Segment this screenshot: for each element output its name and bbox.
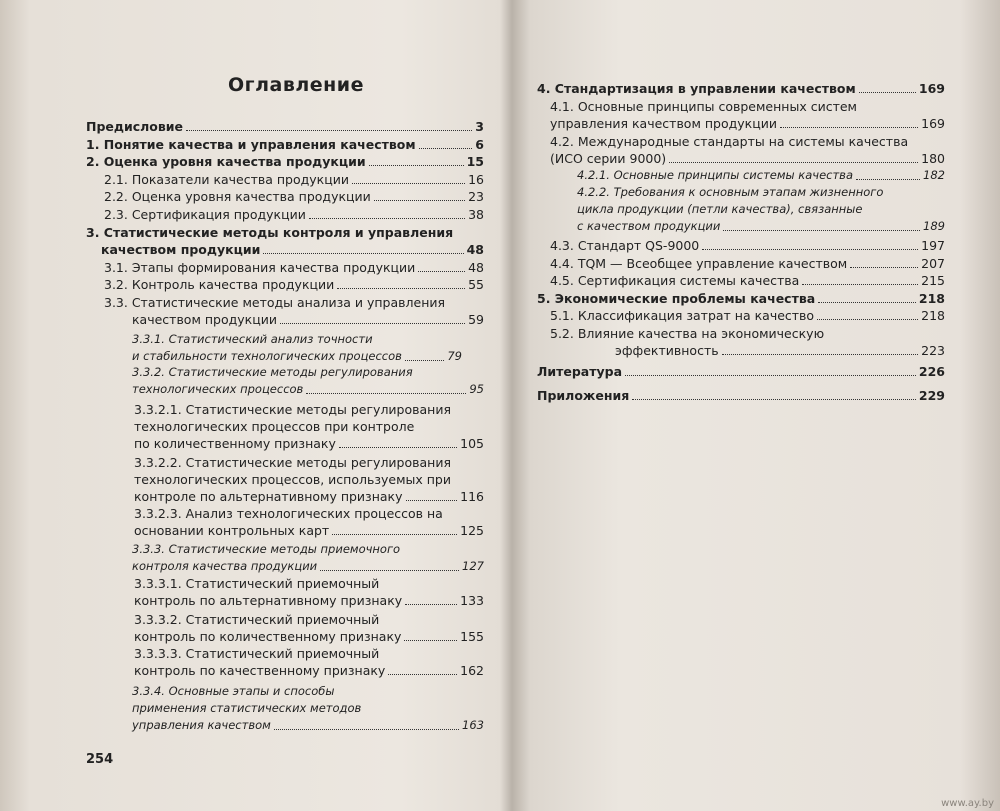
toc-entry-line: 3.1. Этапы формирования качества продукции: [104, 260, 416, 275]
toc-page-number: 23: [468, 189, 484, 204]
toc-page-number: 155: [460, 629, 484, 644]
dot-leader: [702, 249, 918, 250]
toc-entry-line: 3.3.4. Основные этапы и способы: [132, 684, 335, 698]
toc-page-number: 15: [466, 154, 484, 169]
dot-leader: [332, 534, 457, 535]
toc-entry: [104, 276, 484, 293]
right-page: [512, 0, 1000, 811]
toc-entry-line: 5.2. Влияние качества на экономическую: [550, 326, 825, 341]
toc-entry-line: с качеством продукции: [577, 219, 721, 233]
toc-entry-line: 3.3.1. Статистический анализ точности: [132, 332, 373, 346]
toc-page-number: 182: [923, 168, 945, 182]
toc-entry-line: 3.3.3. Статистические методы приемочного: [132, 542, 401, 556]
dot-leader: [404, 640, 457, 641]
dot-leader: [406, 500, 458, 501]
toc-entry-line: основании контрольных карт: [134, 523, 330, 538]
toc-entry-line: 2.3. Сертификация продукции: [104, 207, 306, 222]
toc-entry-line: 4.4. TQM — Всеобщее управление качеством: [550, 256, 848, 271]
toc-page-number: 95: [469, 382, 484, 396]
dot-leader: [352, 183, 465, 184]
toc-entry-line: эффективность: [615, 343, 719, 358]
dot-leader: [418, 271, 465, 272]
toc-entry-line: 4.2.1. Основные принципы системы качества: [577, 168, 853, 182]
dot-leader: [722, 354, 919, 355]
dot-leader: [405, 360, 444, 361]
toc-entry-line: 3. Статистические методы контроля и управления: [86, 225, 454, 240]
dot-leader: [280, 323, 465, 324]
dot-leader: [274, 729, 459, 730]
toc-entry-line: Приложения: [537, 388, 630, 403]
toc-entry-line: 3.2. Контроль качества продукции: [104, 277, 335, 292]
toc-entry-line: контроля качества продукции: [132, 559, 318, 573]
dot-leader: [669, 162, 918, 163]
toc-entry-line: 2.1. Показатели качества продукции: [104, 172, 349, 187]
toc-entry-line: и стабильности технологических процессов: [132, 349, 402, 363]
toc-entry-line: цикла продукции (петли качества), связанные: [577, 202, 863, 216]
toc-entry: [86, 118, 484, 135]
toc-entry: [550, 307, 945, 324]
toc-entry: [86, 224, 484, 258]
dot-leader: [339, 447, 457, 448]
toc-entry-line: Литература: [537, 364, 623, 379]
toc-page-number: 180: [921, 151, 945, 166]
toc-title: Оглавление: [228, 74, 364, 96]
toc-entry: [577, 184, 945, 235]
toc-entry-line: 3.3.2. Статистические методы регулирования: [132, 365, 413, 379]
toc-entry-line: 3.3.3.3. Статистический приемочный: [134, 646, 380, 661]
dot-leader: [850, 267, 918, 268]
toc-page-number: 133: [460, 593, 484, 608]
page-number: 254: [86, 752, 114, 767]
toc-entry: [550, 237, 945, 254]
toc-entry-line: контроль по количественному признаку: [134, 629, 402, 644]
dot-leader: [818, 302, 916, 303]
toc-entry: [134, 645, 484, 679]
toc-entry-line: 3.3.3.2. Статистический приемочный: [134, 612, 380, 627]
toc-entry: [537, 387, 945, 404]
toc-page-number: 169: [918, 81, 945, 96]
toc-entry-line: технологических процессов, используемых при: [134, 472, 451, 487]
dot-leader: [306, 393, 466, 394]
toc-entry-line: 4.2. Международные стандарты на системы качества: [550, 134, 909, 149]
toc-entry-line: (ИСО серии 9000): [550, 151, 667, 166]
watermark: www.ay.by: [941, 798, 994, 809]
toc-entry-line: 3.3. Статистические методы анализа и управления: [104, 295, 446, 310]
toc-page-number: 48: [468, 260, 484, 275]
toc-entry: [550, 133, 945, 167]
dot-leader: [369, 165, 464, 166]
toc-page-number: 116: [460, 489, 484, 504]
toc-page-number: 105: [460, 436, 484, 451]
toc-page-number: 197: [921, 238, 945, 253]
toc-entry-line: 4.3. Стандарт QS-9000: [550, 238, 700, 253]
toc-entry: [132, 541, 484, 575]
toc-entry-line: качеством продукции: [101, 242, 261, 257]
toc-page-number: 229: [918, 388, 945, 403]
toc-entry: [134, 401, 484, 452]
toc-entry-line: применения статистических методов: [132, 701, 362, 715]
toc-entry: [104, 188, 484, 205]
toc-entry: [537, 80, 945, 97]
toc-page-number: 55: [468, 277, 484, 292]
toc-page-number: 59: [468, 312, 484, 327]
toc-page-number: 127: [462, 559, 484, 573]
toc-entry: [86, 136, 484, 153]
toc-entry-line: 4.1. Основные принципы современных систем: [550, 99, 857, 114]
dot-leader: [337, 288, 465, 289]
toc-entry-line: 3.3.2.1. Статистические методы регулирования: [134, 402, 451, 417]
toc-entry-line: качеством продукции: [132, 312, 277, 327]
toc-entry-line: 4.2.2. Требования к основным этапам жизненного: [577, 185, 884, 199]
toc-page-number: 6: [475, 137, 484, 152]
dot-leader: [859, 92, 916, 93]
toc-entry: [132, 331, 462, 365]
toc-entry-line: контроль по альтернативному признаку: [134, 593, 403, 608]
toc-entry: [132, 683, 484, 734]
toc-entry: [550, 255, 945, 272]
dot-leader: [632, 399, 916, 400]
dot-leader: [263, 253, 463, 254]
toc-entry: [104, 206, 484, 223]
dot-leader: [723, 230, 920, 231]
toc-entry-line: 2.2. Оценка уровня качества продукции: [104, 189, 371, 204]
toc-entry: [577, 167, 945, 184]
toc-page-number: 162: [460, 663, 484, 678]
toc-entry-line: контроле по альтернативному признаку: [134, 489, 403, 504]
toc-entry-line: 2. Оценка уровня качества продукции: [86, 154, 366, 169]
toc-entry-line: 3.3.2.3. Анализ технологических процессов на: [134, 506, 443, 521]
toc-entry: [550, 272, 945, 289]
toc-entry: [86, 153, 484, 170]
toc-page-number: 218: [918, 291, 945, 306]
toc-entry-line: 3.3.2.2. Статистические методы регулирования: [134, 455, 451, 470]
dot-leader: [419, 148, 473, 149]
toc-page-number: 16: [468, 172, 484, 187]
toc-page-number: 218: [921, 308, 945, 323]
toc-entry: [550, 325, 945, 359]
toc-page-number: 163: [462, 718, 484, 732]
toc-entry: [134, 454, 484, 505]
toc-page-number: 189: [923, 219, 945, 233]
toc-page-number: 125: [460, 523, 484, 538]
dot-leader: [780, 127, 918, 128]
toc-entry: [104, 294, 484, 328]
toc-page-number: 48: [466, 242, 484, 257]
dot-leader: [320, 570, 459, 571]
toc-entry-line: Предисловие: [86, 119, 184, 134]
toc-entry: [104, 171, 484, 188]
toc-page-number: 79: [447, 349, 462, 363]
toc-entry-line: 5. Экономические проблемы качества: [537, 291, 816, 306]
toc-entry-line: управления качеством: [132, 718, 271, 732]
dot-leader: [802, 284, 918, 285]
toc-page-number: 215: [921, 273, 945, 288]
toc-entry-line: 5.1. Классификация затрат на качество: [550, 308, 815, 323]
toc-entry-line: технологических процессов при контроле: [134, 419, 415, 434]
toc-entry: [134, 611, 484, 645]
dot-leader: [186, 130, 472, 131]
toc-page-number: 223: [921, 343, 945, 358]
toc-entry-line: 1. Понятие качества и управления качеством: [86, 137, 416, 152]
dot-leader: [856, 179, 920, 180]
toc-entry-line: контроль по качественному признаку: [134, 663, 386, 678]
toc-page-number: 226: [918, 364, 945, 379]
toc-page-number: 3: [475, 119, 484, 134]
dot-leader: [309, 218, 465, 219]
toc-entry-line: управления качеством продукции: [550, 116, 777, 131]
dot-leader: [817, 319, 918, 320]
toc-entry: [104, 259, 484, 276]
toc-entry: [134, 575, 484, 609]
toc-entry: [537, 363, 945, 380]
toc-page-number: 38: [468, 207, 484, 222]
dot-leader: [405, 604, 457, 605]
toc-entry-line: 4.5. Сертификация системы качества: [550, 273, 800, 288]
toc-page-number: 169: [921, 116, 945, 131]
dot-leader: [388, 674, 457, 675]
dot-leader: [374, 200, 465, 201]
toc-entry: [537, 290, 945, 307]
toc-entry: [134, 505, 484, 539]
dot-leader: [625, 375, 916, 376]
toc-entry-line: технологических процессов: [132, 382, 304, 396]
toc-entry-line: по количественному признаку: [134, 436, 336, 451]
toc-entry: [132, 364, 484, 398]
toc-entry-line: 4. Стандартизация в управлении качеством: [537, 81, 856, 96]
toc-page-number: 207: [921, 256, 945, 271]
toc-entry: [550, 98, 945, 132]
toc-entry-line: 3.3.3.1. Статистический приемочный: [134, 576, 380, 591]
